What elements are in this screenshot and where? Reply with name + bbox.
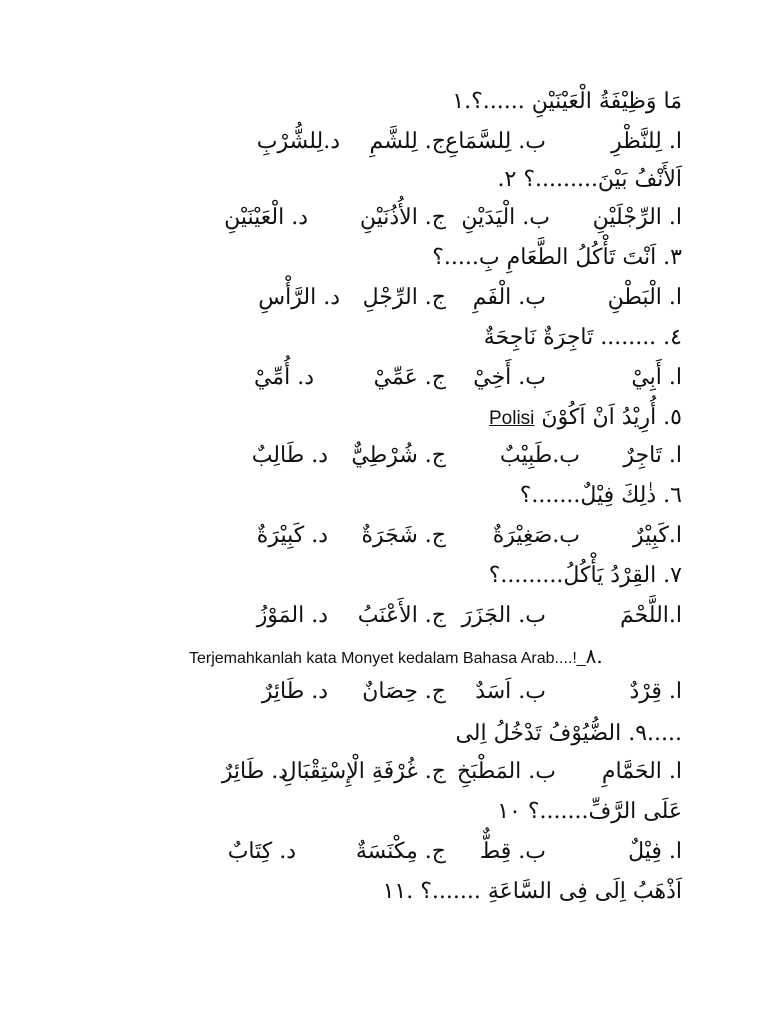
option-a: ا. لِلنَّظْرِ (611, 129, 682, 154)
option-c: ج. شُرْطِيٌّ (351, 443, 446, 468)
question-5-target-word: Polisi (489, 408, 535, 429)
question-8-text: Terjemahkanlah kata Monyet kedalam Bahasa Arab....!_ (189, 650, 586, 667)
option-d: د. الْعَيْنَيْنِ (224, 205, 308, 230)
option-c: ج. حِصَانٌ (362, 679, 446, 704)
option-d: د. طَالِبٌ (251, 443, 328, 468)
option-a: ا. الْبَطْنِ (607, 285, 682, 310)
question-8-number: ٨. (585, 644, 603, 668)
option-a: ا.اللَّحْمَ (619, 603, 682, 628)
option-a: ا. أَبِيْ (631, 365, 682, 390)
option-d: د. المَوْزُ (256, 603, 328, 628)
option-c: ج. لِلشَّمِ (369, 129, 446, 154)
question-5-text: ٥. أُرِيْدُ اَنْ اَكُوْنَ (541, 405, 682, 430)
question-9: .....٩. الضُّيُوْفُ تَدْخُلُ اِلى (455, 721, 682, 746)
option-b: ب. لِلسَّمَاعِ (445, 129, 546, 154)
question-5-options (0, 436, 768, 476)
option-c: ج. مِكْنَسَةٌ (355, 839, 446, 864)
question-7-options (0, 596, 768, 636)
question-1: مَا وَظِيْفَةُ الْعَيْنَيْنِ ......؟.١ (452, 89, 682, 114)
option-b: ب. الْفَمِ (472, 285, 546, 310)
option-a: ا. الحَمَّامِ (601, 759, 682, 784)
option-d: د. كَبِيْرَةٌ (256, 523, 328, 548)
option-a: ا. فِيْلٌ (628, 839, 682, 864)
option-c: ج. الرِّجْلِ (362, 285, 446, 310)
question-8 (189, 636, 603, 676)
question-4-options (0, 358, 768, 398)
option-b: ب.صَغِيْرَةٌ (492, 523, 580, 548)
option-d: د. أُمِّيْ (253, 365, 314, 390)
question-7: ٧. القِرْدُ يَأْكُلُ.........؟ (488, 563, 682, 588)
option-c: ج. الأَعْنَبُ (357, 603, 446, 628)
option-d: د. طَائِرٌ (261, 679, 328, 704)
option-b: ب. أَخِيْ (473, 365, 546, 390)
option-a: ا.كَبِيْرٌ (633, 523, 682, 548)
option-b: ب. الْيَدَيْنِ (461, 205, 550, 230)
option-d: د. كِتَابٌ (227, 839, 296, 864)
question-9-options (0, 752, 768, 792)
option-c: ج. غُرْفَةِ الْإِسْتِقْبَالِ (280, 759, 446, 784)
option-a: ا. قِرْدٌ (629, 679, 682, 704)
option-c: ج. عَمِّيْ (373, 365, 446, 390)
question-3-options (0, 278, 768, 318)
option-d: د.لِلشُّرْبِ (256, 129, 340, 154)
option-d: د. الرَّأْسِ (258, 285, 340, 310)
option-d: د. طَائِرٌ (221, 759, 288, 784)
option-b: ب. المَطْبَخِ (456, 759, 556, 784)
option-a: ا. الرِّجْلَيْنِ (592, 205, 682, 230)
question-8-options (0, 672, 768, 712)
question-10: عَلَى الرَّفِّ.......؟ ١٠ (497, 799, 682, 824)
option-c: ج. شَجَرَةٌ (361, 523, 446, 548)
question-11: اَذْهَبُ اِلَى فِى السَّاعَةِ .......؟ .١١ (382, 879, 682, 904)
question-6-options (0, 516, 768, 556)
question-4: ٤. ........ تَاجِرَةٌ نَاجِحَةٌ (483, 325, 682, 350)
question-10-options (0, 832, 768, 872)
question-1-options (0, 122, 768, 162)
question-3: ٣. اَنْتَ تَأْكُلُ الطَّعَامِ بِ.....؟ (432, 245, 682, 270)
question-2: اَلأَنْفُ بَيْنَ.........؟ ٢. (497, 167, 682, 192)
question-6: ٦. ذٰلِكَ فِيْلٌ.......؟ (519, 483, 682, 508)
option-b: ب. قِطٌّ (479, 839, 546, 864)
option-b: ب.طَبِيْبٌ (499, 443, 580, 468)
question-5 (489, 398, 682, 438)
option-b: ب. الجَزَرَ (461, 603, 546, 628)
question-2-options (0, 198, 768, 238)
option-b: ب. اَسَدٌ (475, 679, 546, 704)
option-c: ج. الأُذُنَيْنِ (359, 205, 446, 230)
option-a: ا. تَاجِرٌ (623, 443, 682, 468)
